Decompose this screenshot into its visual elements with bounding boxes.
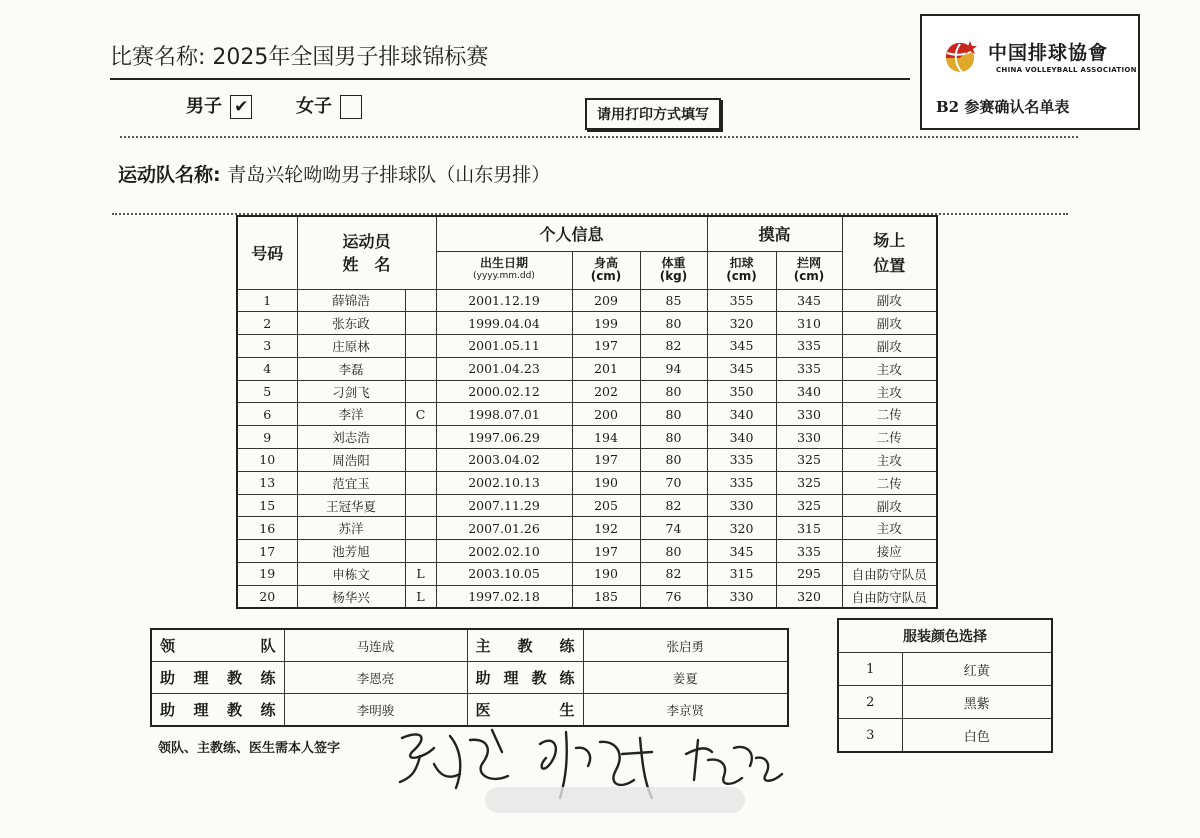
player-block-reach: 330: [776, 403, 842, 426]
player-dob: 1997.06.29: [436, 426, 572, 449]
player-name: 李磊: [297, 357, 405, 380]
player-weight: 82: [640, 563, 707, 586]
player-name: 刘志浩: [297, 426, 405, 449]
player-dob: 1999.04.04: [436, 312, 572, 335]
player-position: 副攻: [842, 312, 937, 335]
player-name: 刁剑飞: [297, 380, 405, 403]
table-row: [237, 540, 937, 563]
player-number: 4: [237, 357, 297, 380]
head-coach-name: 张启勇: [583, 629, 788, 662]
player-dob: 1998.07.01: [436, 403, 572, 426]
asst-coach-name-3: 姜夏: [583, 662, 788, 694]
leader-name: 马连成: [284, 629, 467, 662]
player-position: 副攻: [842, 289, 937, 312]
player-spike-reach: 330: [707, 494, 776, 517]
player-spike-reach: 350: [707, 380, 776, 403]
table-row: [237, 494, 937, 517]
player-block-reach: 330: [776, 426, 842, 449]
asst-coach-label-2: 助理教练: [151, 694, 284, 727]
player-height: 192: [572, 517, 640, 540]
player-spike-reach: 340: [707, 426, 776, 449]
player-height: 190: [572, 471, 640, 494]
asst-coach-name-1: 李恩亮: [284, 662, 467, 694]
player-name: 庄原林: [297, 335, 405, 358]
doctor-label: 医 生: [467, 694, 583, 727]
print-instruction: 请用打印方式填写: [585, 98, 721, 130]
player-dob: 2002.02.10: [436, 540, 572, 563]
player-block-reach: 325: [776, 471, 842, 494]
player-spike-reach: 340: [707, 403, 776, 426]
player-tag: [405, 426, 436, 449]
competition-name: 2025年全国男子排球锦标赛: [212, 45, 489, 70]
player-name: 苏洋: [297, 517, 405, 540]
player-number: 19: [237, 563, 297, 586]
player-number: 6: [237, 403, 297, 426]
player-block-reach: 335: [776, 540, 842, 563]
player-dob: 2000.02.12: [436, 380, 572, 403]
player-number: 1: [237, 289, 297, 312]
player-tag: [405, 312, 436, 335]
header-reach: 摸高: [707, 216, 842, 251]
player-weight: 80: [640, 449, 707, 472]
player-name: 申栋文: [297, 563, 405, 586]
player-name: 杨华兴: [297, 585, 405, 608]
header-height: 身高 (cm): [572, 251, 640, 289]
player-position: 主攻: [842, 357, 937, 380]
player-name: 范宜玉: [297, 471, 405, 494]
asst-coach-label-1: 助理教练: [151, 662, 284, 694]
player-position: 主攻: [842, 380, 937, 403]
player-spike-reach: 345: [707, 335, 776, 358]
uniform-option-number: 3: [838, 719, 902, 753]
player-block-reach: 335: [776, 357, 842, 380]
player-dob: 2007.11.29: [436, 494, 572, 517]
female-checkbox[interactable]: [340, 95, 362, 119]
competition-underline: [110, 78, 910, 80]
player-block-reach: 320: [776, 585, 842, 608]
table-row: [237, 403, 937, 426]
player-number: 15: [237, 494, 297, 517]
competition-label: 比赛名称:: [110, 45, 206, 70]
player-name: 张东政: [297, 312, 405, 335]
uniform-option-color: 黑紫: [902, 686, 1052, 719]
player-height: 202: [572, 380, 640, 403]
player-position: 自由防守队员: [842, 563, 937, 586]
player-tag: L: [405, 585, 436, 608]
team-name: 青岛兴轮呦呦男子排球队（山东男排）: [227, 164, 551, 186]
header-pos-1: 场上: [873, 230, 906, 250]
header-weight: 体重 (kg): [640, 251, 707, 289]
player-name: 池芳旭: [297, 540, 405, 563]
team-label: 运动队名称:: [118, 164, 221, 186]
player-height: 199: [572, 312, 640, 335]
female-label: 女子: [296, 96, 332, 117]
player-dob: 2001.04.23: [436, 357, 572, 380]
player-height: 197: [572, 449, 640, 472]
player-block-reach: 315: [776, 517, 842, 540]
player-dob: 2001.05.11: [436, 335, 572, 358]
signature-note: 领队、主教练、医生需本人签字: [158, 741, 341, 756]
table-row: [237, 563, 937, 586]
player-number: 17: [237, 540, 297, 563]
header-dob: 出生日期 (yyyy.mm.dd): [436, 251, 572, 289]
header-athlete-1: 运动员: [342, 231, 391, 251]
leader-label: 领 队: [151, 629, 284, 662]
table-row: [237, 289, 937, 312]
player-block-reach: 295: [776, 563, 842, 586]
player-tag: [405, 471, 436, 494]
player-spike-reach: 345: [707, 540, 776, 563]
player-tag: [405, 335, 436, 358]
player-height: 185: [572, 585, 640, 608]
table-row: [237, 517, 937, 540]
header-personal: 个人信息: [436, 216, 707, 251]
player-position: 接应: [842, 540, 937, 563]
player-tag: C: [405, 403, 436, 426]
gender-female: [296, 92, 362, 119]
player-position: 主攻: [842, 517, 937, 540]
player-dob: 2003.10.05: [436, 563, 572, 586]
player-name: 李洋: [297, 403, 405, 426]
table-row: [237, 380, 937, 403]
staff-table: [150, 628, 789, 727]
player-height: 205: [572, 494, 640, 517]
player-tag: [405, 517, 436, 540]
player-height: 197: [572, 540, 640, 563]
male-label: 男子: [186, 96, 222, 117]
player-number: 20: [237, 585, 297, 608]
player-position: 自由防守队员: [842, 585, 937, 608]
volleyball-emblem-icon: [940, 38, 980, 74]
player-tag: [405, 380, 436, 403]
watermark-blur: [485, 787, 745, 813]
player-weight: 94: [640, 357, 707, 380]
player-tag: [405, 540, 436, 563]
player-block-reach: 310: [776, 312, 842, 335]
player-position: 副攻: [842, 335, 937, 358]
team-line: [118, 160, 550, 187]
player-block-reach: 325: [776, 449, 842, 472]
player-weight: 76: [640, 585, 707, 608]
roster-table: [236, 215, 938, 609]
player-tag: [405, 289, 436, 312]
player-dob: 2001.12.19: [436, 289, 572, 312]
player-number: 3: [237, 335, 297, 358]
form-title: B2 参赛确认名单表: [936, 98, 1070, 116]
competition-line: [110, 40, 488, 71]
player-weight: 80: [640, 380, 707, 403]
player-block-reach: 325: [776, 494, 842, 517]
player-spike-reach: 315: [707, 563, 776, 586]
player-spike-reach: 355: [707, 289, 776, 312]
gender-male: [186, 92, 252, 119]
player-spike-reach: 335: [707, 449, 776, 472]
table-row: [237, 471, 937, 494]
player-number: 9: [237, 426, 297, 449]
player-weight: 80: [640, 426, 707, 449]
player-weight: 70: [640, 471, 707, 494]
player-tag: [405, 449, 436, 472]
player-height: 194: [572, 426, 640, 449]
uniform-option-color: 白色: [902, 719, 1052, 753]
player-name: 王冠华夏: [297, 494, 405, 517]
player-block-reach: 335: [776, 335, 842, 358]
header-spike: 扣球 (cm): [707, 251, 776, 289]
player-height: 201: [572, 357, 640, 380]
asst-coach-name-2: 李明骏: [284, 694, 467, 727]
player-number: 16: [237, 517, 297, 540]
player-dob: 2007.01.26: [436, 517, 572, 540]
player-height: 197: [572, 335, 640, 358]
player-height: 209: [572, 289, 640, 312]
player-name: 周浩阳: [297, 449, 405, 472]
player-weight: 80: [640, 403, 707, 426]
player-spike-reach: 320: [707, 312, 776, 335]
header-athlete-2: 姓 名: [342, 254, 391, 274]
player-dob: 2002.10.13: [436, 471, 572, 494]
male-checkbox[interactable]: ✔: [230, 95, 252, 119]
player-spike-reach: 320: [707, 517, 776, 540]
table-row: [237, 335, 937, 358]
dotted-divider-1: [120, 136, 1078, 138]
player-position: 二传: [842, 403, 937, 426]
asst-coach-label-3: 助理教练: [467, 662, 583, 694]
header-pos-2: 位置: [873, 255, 906, 275]
player-tag: [405, 494, 436, 517]
player-weight: 80: [640, 540, 707, 563]
player-number: 2: [237, 312, 297, 335]
uniform-color-table: [837, 618, 1053, 753]
header-position: [842, 216, 937, 289]
player-number: 5: [237, 380, 297, 403]
player-spike-reach: 330: [707, 585, 776, 608]
player-weight: 80: [640, 312, 707, 335]
header-block: 拦网 (cm): [776, 251, 842, 289]
association-name-en: CHINA VOLLEYBALL ASSOCIATION: [996, 66, 1137, 74]
table-row: [237, 357, 937, 380]
player-dob: 1997.02.18: [436, 585, 572, 608]
player-tag: [405, 357, 436, 380]
player-position: 二传: [842, 471, 937, 494]
association-name-cn: 中国排球協會: [988, 42, 1109, 64]
uniform-option-number: 2: [838, 686, 902, 719]
association-logo-box: [920, 14, 1140, 130]
head-coach-label: 主教练: [467, 629, 583, 662]
player-number: 10: [237, 449, 297, 472]
player-dob: 2003.04.02: [436, 449, 572, 472]
uniform-title: 服装颜色选择: [838, 619, 1052, 653]
table-row: [237, 426, 937, 449]
player-weight: 82: [640, 335, 707, 358]
table-row: [237, 585, 937, 608]
uniform-option-color: 红黄: [902, 653, 1052, 686]
player-height: 200: [572, 403, 640, 426]
player-weight: 85: [640, 289, 707, 312]
player-weight: 74: [640, 517, 707, 540]
player-position: 主攻: [842, 449, 937, 472]
player-block-reach: 340: [776, 380, 842, 403]
header-athlete: [297, 216, 436, 289]
player-block-reach: 345: [776, 289, 842, 312]
player-height: 190: [572, 563, 640, 586]
player-name: 薛锦浩: [297, 289, 405, 312]
table-row: [237, 312, 937, 335]
player-spike-reach: 335: [707, 471, 776, 494]
player-number: 13: [237, 471, 297, 494]
player-position: 副攻: [842, 494, 937, 517]
player-position: 二传: [842, 426, 937, 449]
player-tag: L: [405, 563, 436, 586]
player-spike-reach: 345: [707, 357, 776, 380]
header-number: 号码: [237, 216, 297, 289]
doctor-name: 李京贤: [583, 694, 788, 727]
player-weight: 82: [640, 494, 707, 517]
uniform-option-number: 1: [838, 653, 902, 686]
table-row: [237, 449, 937, 472]
